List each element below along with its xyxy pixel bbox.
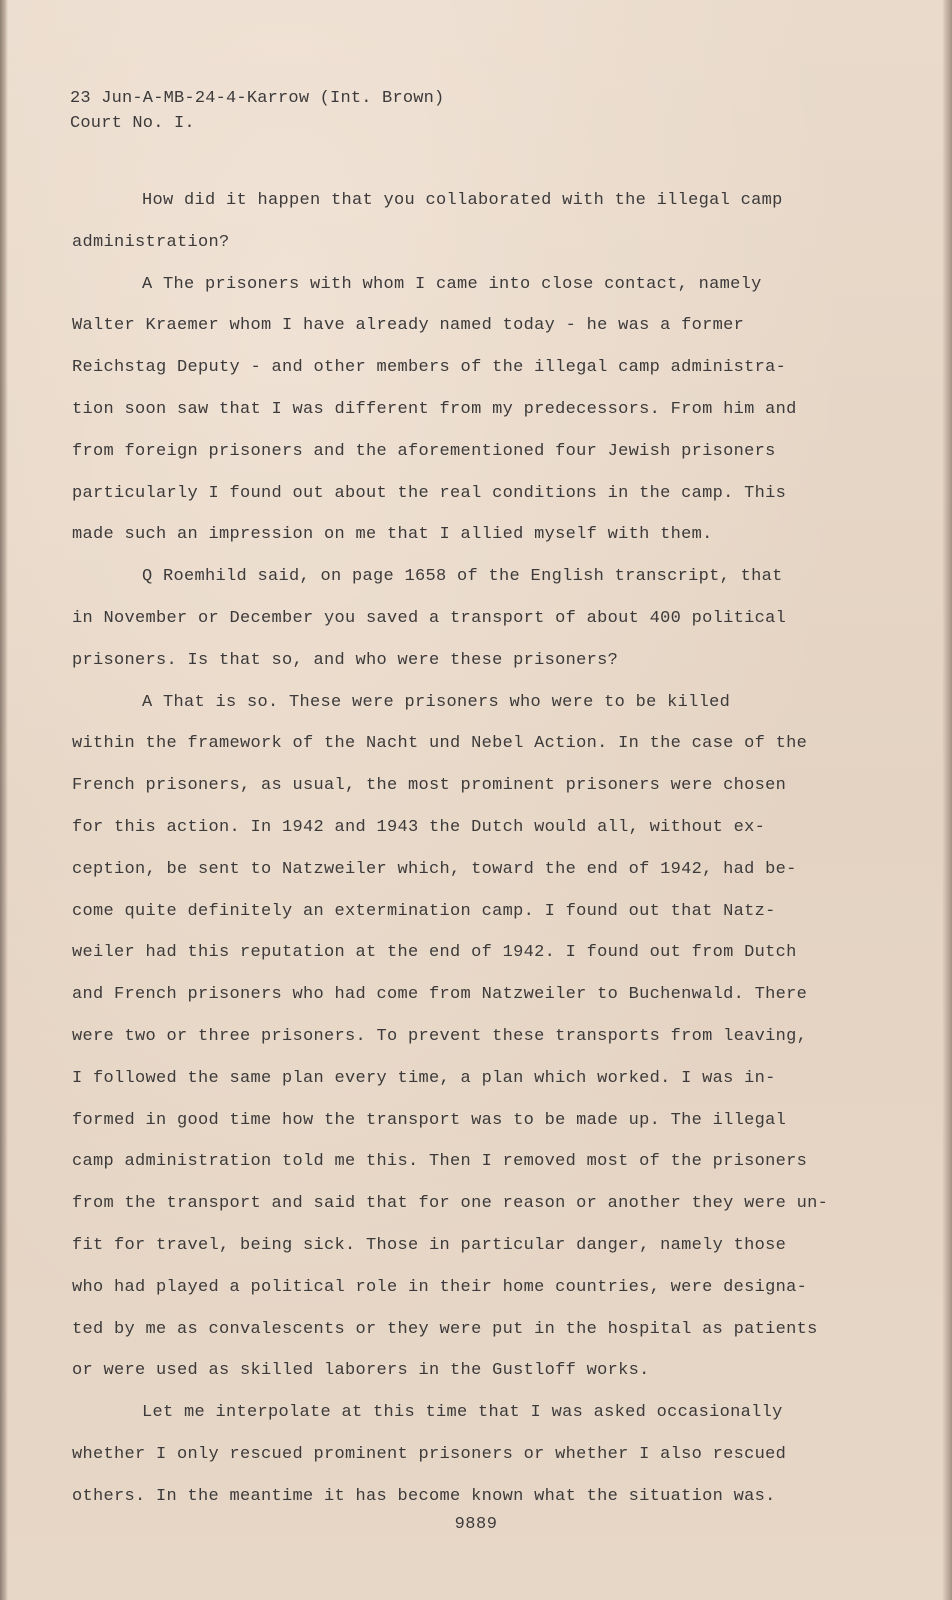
text-line: weiler had this reputation at the end of 1942. I found out from Dutch: [72, 943, 797, 963]
text-line: who had played a political role in their home countries, were designa-: [72, 1277, 808, 1297]
text-line: ted by me as convalescents or they were put in the hospital as patients: [72, 1319, 818, 1339]
text-line: others. In the meantime it has become known what the situation was.: [72, 1486, 776, 1506]
text-line: for this action. In 1942 and 1943 the Dutch would all, without ex-: [72, 817, 766, 837]
text-line: within the framework of the Nacht und Nebel Action. In the case of the: [72, 734, 808, 754]
page-edge-left: [0, 0, 8, 1600]
document-header: [70, 86, 444, 136]
text-line: French prisoners, as usual, the most prominent prisoners were chosen: [72, 776, 787, 796]
transcript-body: [72, 180, 832, 1518]
text-line: and French prisoners who had come from Natzweiler to Buchenwald. There: [72, 985, 808, 1005]
header-reference: 23 Jun-A-MB-24-4-Karrow (Int. Brown): [70, 89, 445, 108]
text-line: come quite definitely an extermination camp. I found out that Natz-: [72, 901, 776, 921]
text-line: I followed the same plan every time, a plan which worked. I was in-: [72, 1068, 776, 1088]
text-line: formed in good time how the transport was to be made up. The illegal: [72, 1110, 787, 1130]
text-line: camp administration told me this. Then I removed most of the prisoners: [72, 1152, 808, 1172]
text-line: Reichstag Deputy - and other members of the illegal camp administra-: [72, 358, 787, 378]
header-court: Court No. I.: [70, 114, 195, 133]
text-line: A The prisoners with whom I came into close contact, namely: [142, 274, 762, 294]
text-line: administration?: [72, 232, 230, 252]
text-line: How did it happen that you collaborated with the illegal camp: [142, 191, 783, 210]
text-line: particularly I found out about the real conditions in the camp. This: [72, 483, 787, 503]
text-line: from foreign prisoners and the aforementioned four Jewish prisoners: [72, 441, 776, 461]
text-line: A That is so. These were prisoners who were to be killed: [142, 692, 731, 712]
text-line: from the transport and said that for one reason or another they were un-: [72, 1194, 829, 1214]
text-line: made such an impression on me that I allied myself with them.: [72, 525, 713, 545]
text-line: Let me interpolate at this time that I was asked occasionally: [142, 1403, 783, 1423]
text-line: or were used as skilled laborers in the Gustloff works.: [72, 1361, 650, 1381]
text-line: whether I only rescued prominent prisoners or whether I also rescued: [72, 1444, 787, 1464]
text-line: fit for travel, being sick. Those in particular danger, namely those: [72, 1235, 787, 1255]
page-number: 9889: [454, 1515, 498, 1534]
text-line: Walter Kraemer whom I have already named today - he was a former: [72, 316, 745, 336]
text-line: tion soon saw that I was different from my predecessors. From him and: [72, 399, 797, 419]
text-line: in November or December you saved a transport of about 400 political: [72, 608, 787, 628]
text-line: prisoners. Is that so, and who were these prisoners?: [72, 650, 619, 670]
page-edge-right: [942, 0, 952, 1600]
text-line: ception, be sent to Natzweiler which, toward the end of 1942, had be-: [72, 859, 797, 879]
text-line: were two or three prisoners. To prevent these transports from leaving,: [72, 1026, 808, 1046]
text-line: Q Roemhild said, on page 1658 of the English transcript, that: [142, 567, 783, 587]
